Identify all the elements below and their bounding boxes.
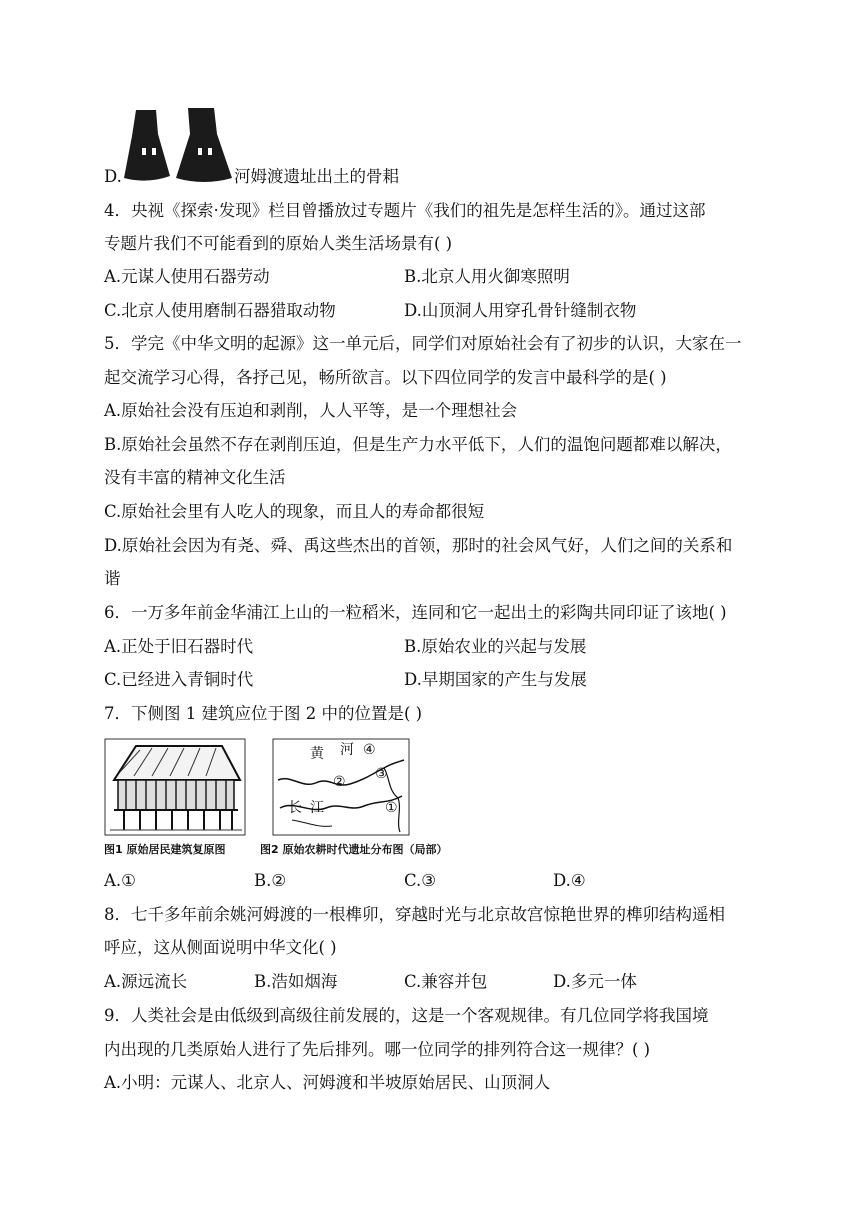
q6-option-b: B.原始农业的兴起与发展 [404,637,587,656]
q7-option-b: B.② [254,871,287,890]
q9-stem-line2: 内出现的几类原始人进行了先后排列。哪一位同学的排列符合这一规律？( ) [104,1040,651,1059]
q6-option-a: A.正处于旧石器时代 [104,637,254,656]
q4-option-c: C.北京人使用磨制石器猎取动物 [104,301,336,320]
map-marker-4: ④ [363,742,376,758]
q3-option-d-prefix: D. [104,167,122,186]
q8-stem-line2: 呼应，这从侧面说明中华文化( ) [104,938,337,957]
map-marker-2: ② [333,774,346,790]
stilt-house-illustration [104,738,246,836]
map-label-huang: 黄 [310,746,324,762]
map-marker-1: ① [385,800,398,816]
map-label-chang: 长 [288,800,302,816]
q7-stem: 7．下侧图 1 建筑应位于图 2 中的位置是( ) [104,704,423,723]
q7-option-d: D.④ [553,871,586,890]
q5-option-d-line2: 谐 [104,569,121,588]
q6-option-c: C.已经进入青铜时代 [104,670,254,689]
q7-option-a: A.① [104,871,136,890]
figure1-caption: 图1 原始居民建筑复原图 [104,843,226,856]
q8-option-d: D.多元一体 [553,972,637,991]
q5-stem-line2: 起交流学习心得，各抒己见，畅所欲言。以下四位同学的发言中最科学的是( ) [104,368,667,387]
q9-option-a: A.小明：元谋人、北京人、河姆渡和半坡原始居民、山顶洞人 [104,1073,551,1092]
q4-stem-line2: 专题片我们不可能看到的原始人类生活场景有( ) [104,234,453,253]
q8-option-a: A.源远流长 [104,972,188,991]
bone-spade-image [118,104,238,186]
q5-stem-line1: 5．学完《中华文明的起源》这一单元后，同学们对原始社会有了初步的认识，大家在一 [104,334,742,353]
q4-option-b: B.北京人用火御寒照明 [404,267,570,286]
q6-stem: 6．一万多年前金华浦江上山的一粒稻米，连同和它一起出土的彩陶共同印证了该地( ) [104,603,727,622]
q4-option-a: A.元谋人使用石器劳动 [104,267,270,286]
q9-stem-line1: 9．人类社会是由低级到高级往前发展的，这是一个客观规律。有几位同学将我国境 [104,1006,709,1025]
q5-option-a: A.原始社会没有压迫和剥削，人人平等，是一个理想社会 [104,401,518,420]
map-marker-3: ③ [375,766,388,782]
q7-option-c: C.③ [404,871,437,890]
q3-option-d-text: 河姆渡遗址出土的骨耜 [234,167,399,186]
q5-option-b-line2: 没有丰富的精神文化生活 [104,468,286,487]
q8-option-b: B.浩如烟海 [254,972,338,991]
figure2-caption: 图2 原始农耕时代遗址分布图（局部） [260,843,448,856]
q8-option-c: C.兼容并包 [404,972,488,991]
q4-option-d: D.山顶洞人用穿孔骨针缝制衣物 [404,301,637,320]
map-label-jiang: 江 [310,800,324,816]
q8-stem-line1: 8．七千多年前余姚河姆渡的一根榫卯，穿越时光与北京故宫惊艳世界的榫卯结构遥相 [104,905,725,924]
q5-option-d-line1: D.原始社会因为有尧、舜、禹这些杰出的首领，那时的社会风气好，人们之间的关系和 [104,536,733,555]
q5-option-b-line1: B.原始社会虽然不存在剥削压迫，但是生产力水平低下，人们的温饱问题都难以解决， [104,435,732,454]
q5-option-c: C.原始社会里有人吃人的现象，而且人的寿命都很短 [104,502,485,521]
q4-stem-line1: 4．央视《探索·发现》栏目曾播放过专题片《我们的祖先是怎样生活的》。通过这部 [104,201,706,220]
q6-option-d: D.早期国家的产生与发展 [404,670,587,689]
map-label-he: 河 [340,742,354,758]
